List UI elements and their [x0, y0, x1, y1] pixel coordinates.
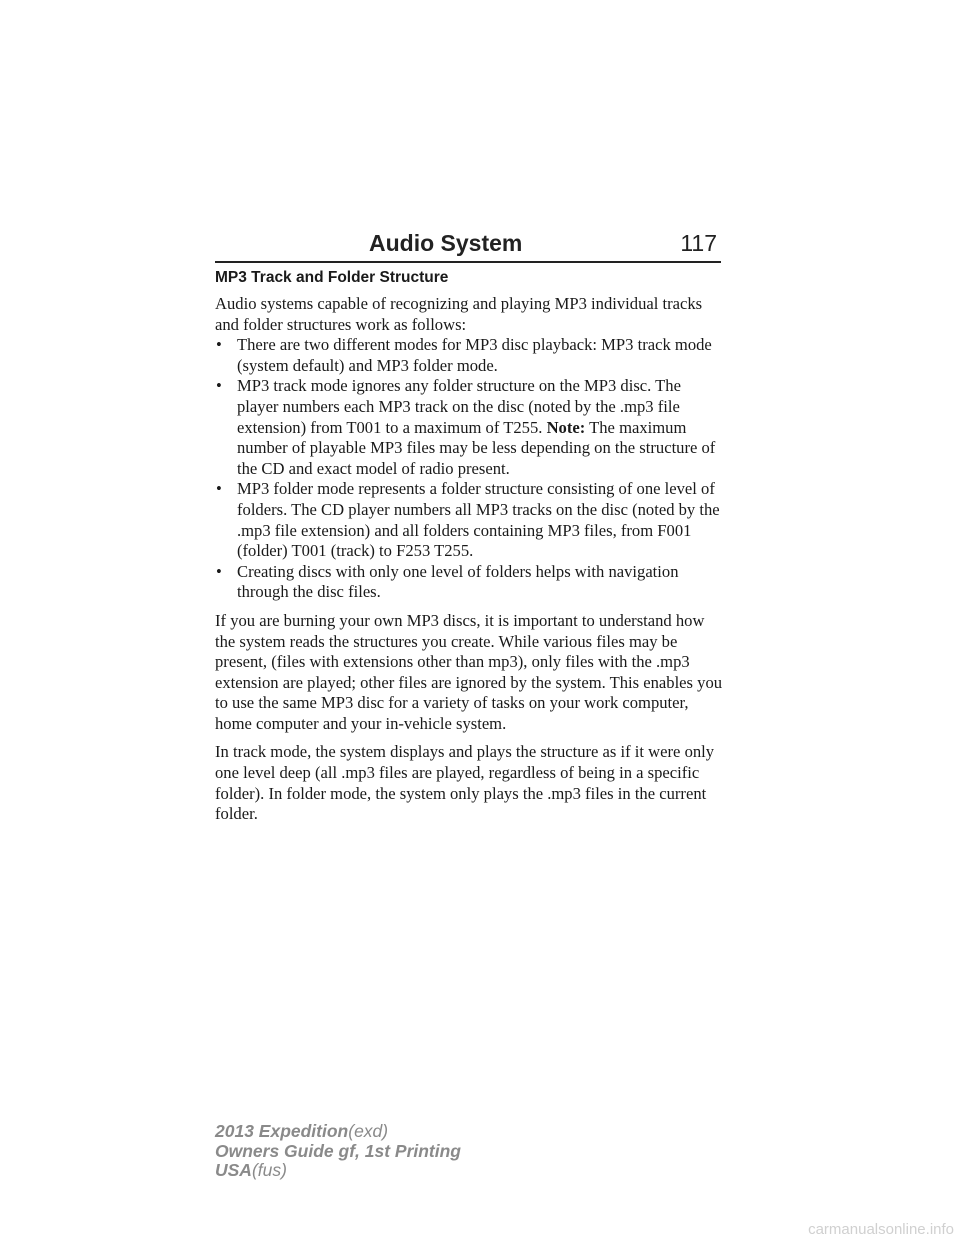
list-item-text: MP3 folder mode represents a folder structure consisting of one level of folders. The CD player numbers all MP3 tracks on the disc (noted by the .mp3 file extension) and all folders containing MP3 files, from F001 (folder) T001 (track) to F253 T255.	[237, 479, 720, 561]
bullet-list	[215, 335, 725, 603]
page-content	[215, 268, 725, 825]
bullet-icon: •	[216, 561, 222, 581]
intro-paragraph: Audio systems capable of recognizing and playing MP3 individual tracks and folder structures work as follows:	[215, 294, 703, 334]
footer-printing: Owners Guide gf, 1st Printing	[215, 1140, 461, 1161]
page-title: Audio System	[369, 230, 523, 256]
note-label: Note:	[546, 417, 586, 437]
list-item	[215, 479, 725, 561]
watermark-text: carmanualsonline.info	[808, 1221, 954, 1238]
note-text: The maximum number of playable MP3 files may be less depending on the structure of the CD and exact model of radio present.	[237, 417, 716, 478]
section-heading: MP3 Track and Folder Structure	[215, 269, 449, 286]
page-number: 117	[680, 230, 717, 256]
list-item	[215, 562, 725, 603]
list-item-text: There are two different modes for MP3 disc playback: MP3 track mode (system default) and MP3 folder mode.	[237, 335, 712, 375]
footer-market: USA	[215, 1160, 252, 1180]
list-item-text: Creating discs with only one level of folders helps with navigation through the disc files.	[237, 561, 679, 602]
body-paragraph: If you are burning your own MP3 discs, it is important to understand how the system reads the structures you create. While various files may be present, (files with extensions other than mp3), only files with the .mp3 extension are played; other files are ignored by the system. This enables you to use the same MP3 disc for a variety of tasks on your work computer, home computer and your in-vehicle system.	[215, 610, 723, 733]
header-divider	[215, 261, 721, 263]
page-header	[215, 228, 721, 260]
list-item	[215, 335, 725, 376]
footer-model-code: (exd)	[348, 1121, 389, 1141]
bullet-icon: •	[216, 479, 222, 499]
footer-line	[215, 1161, 461, 1181]
list-item	[215, 376, 725, 479]
document-footer	[215, 1122, 461, 1181]
list-item-text: MP3 track mode ignores any folder structure on the MP3 disc. The player numbers each MP3 track on the disc (noted by the .mp3 file extension) from T001 to a maximum of T255.	[237, 376, 681, 437]
bullet-icon: •	[216, 335, 222, 355]
footer-market-code: (fus)	[251, 1160, 287, 1180]
body-paragraph: In track mode, the system displays and plays the structure as if it were only one level deep (all .mp3 files are played, regardless of being in a specific folder). In folder mode, the system only plays the .mp3 files in the current folder.	[215, 742, 715, 824]
footer-line	[215, 1122, 461, 1142]
footer-model: 2013 Expedition	[215, 1121, 349, 1141]
bullet-icon: •	[216, 376, 222, 396]
